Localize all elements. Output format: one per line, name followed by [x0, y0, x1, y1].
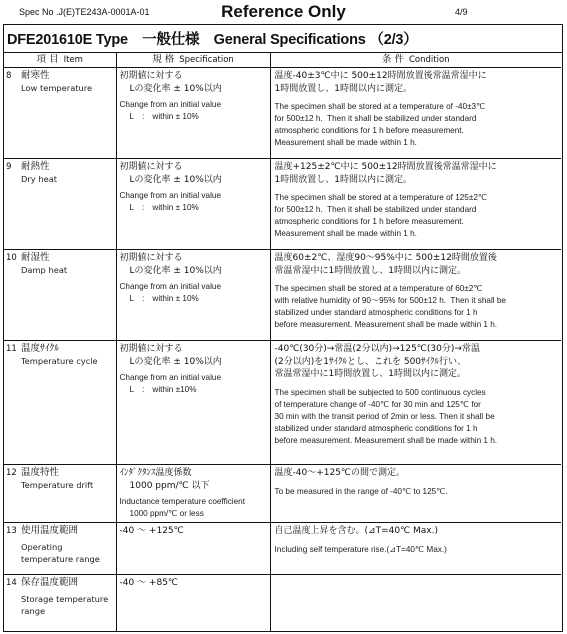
item-name-en: Damp heat [21, 265, 68, 275]
condition-line-jp: -40℃(30分)→常温(2分以内)→125℃(30分)→常温 [274, 344, 480, 354]
spec-line-en: 1000 ppm/℃ or less [129, 509, 204, 518]
table-row [4, 68, 561, 159]
table-row [4, 523, 561, 575]
table-row [4, 159, 561, 250]
spec-line-en: L : within ±10% [129, 385, 197, 394]
spec-header-jp: 規 格 [152, 54, 175, 65]
condition-line-jp: 温度60±2℃、湿度90～95%中に 500±12時間放置後 [274, 253, 497, 263]
condition-line-en: of temperature change of -40℃ for 30 min and 125℃ for [274, 399, 481, 409]
item-name-en: Temperature cycle [21, 356, 98, 366]
item-name-en: Temperature drift [21, 480, 94, 490]
condition-cell [270, 341, 561, 465]
item-cell [19, 575, 116, 633]
condition-cell [270, 159, 561, 250]
column-header-item [4, 53, 116, 68]
spec-line-jp: 初期値に対する [119, 71, 183, 81]
item-cell [19, 250, 116, 341]
condition-line-en: Measurement shall be made within 1 h. [274, 138, 417, 147]
item-cell [19, 159, 116, 250]
item-name-jp: 耐熱性 [21, 161, 50, 172]
column-header-spec [116, 53, 270, 68]
item-name-jp: 保存温度範囲 [21, 577, 79, 588]
table-row [4, 575, 561, 633]
condition-line-en: The specimen shall be subjected to 500 continuous cycles [274, 387, 486, 397]
item-name-jp: 使用温度範囲 [21, 525, 79, 536]
spec-line-en: L : within ± 10% [129, 294, 199, 303]
spec-line-en: Change from an initial value [119, 100, 222, 109]
spec-line-en: Change from an initial value [119, 191, 222, 200]
spec-table [4, 53, 561, 632]
row-number: 10 [4, 250, 19, 341]
condition-line-jp: 温度-40～+125℃の間で測定。 [274, 468, 406, 478]
specification-cell [116, 575, 270, 633]
item-name-en: Storage temperature range [21, 594, 109, 616]
specification-cell [116, 68, 270, 159]
spec-line-en: L : within ± 10% [129, 112, 199, 121]
item-name-jp: 温度ｻｲｸﾙ [21, 343, 60, 354]
spec-line-jp: Lの変化率 ± 10%以内 [129, 356, 222, 367]
condition-line-en: The specimen shall be stored at a temperature of 125±2℃ [274, 193, 488, 202]
spec-line-jp: 初期値に対する [119, 253, 183, 263]
condition-line-jp: 1時間放置し、1時間以内に測定。 [274, 174, 412, 185]
specification-cell [116, 465, 270, 523]
specification-cell [116, 523, 270, 575]
condition-line-en: before measurement. Measurement shall be made within 1 h. [274, 435, 498, 445]
condition-line-en: stabilized under standard atmospheric conditions for 1 h [274, 423, 478, 433]
spec-line-jp: 1000 ppm/℃ 以下 [129, 480, 210, 491]
row-number: 13 [4, 523, 19, 575]
column-header-condition [270, 53, 561, 68]
table-row [4, 341, 561, 465]
specification-cell [116, 250, 270, 341]
item-cell [19, 341, 116, 465]
item-header-jp: 項 目 [36, 54, 59, 65]
item-name-en: Operating temperature range [21, 542, 100, 564]
spec-line-jp: 初期値に対する [119, 162, 183, 172]
item-name-en: Dry heat [21, 174, 58, 184]
condition-line-jp: 温度-40±3℃中に 500±12時間放置後常温常湿中に [274, 71, 487, 81]
item-header-en: Item [63, 55, 83, 65]
condition-line-jp: 温度+125±2℃中に 500±12時間放置後常温常湿中に [274, 162, 497, 172]
condition-cell [270, 250, 561, 341]
spec-line-jp: ｲﾝﾀﾞｸﾀﾝｽ温度係数 [119, 468, 192, 478]
spec-line-jp: Lの変化率 ± 10%以内 [129, 265, 222, 276]
item-name-jp: 耐湿性 [21, 252, 50, 263]
table-row [4, 465, 561, 523]
row-number: 14 [4, 575, 19, 633]
condition-line-en: The specimen shall be stored at a temperature of -40±3℃ [274, 102, 486, 111]
spec-line-jp: Lの変化率 ± 10%以内 [129, 174, 222, 185]
spec-line-jp: Lの変化率 ± 10%以内 [129, 83, 222, 94]
condition-line-jp: (2分以内)を1ｻｲｸﾙとし、これを 500ｻｲｸﾙ行い、 [274, 356, 467, 367]
item-cell [19, 68, 116, 159]
condition-line-en: atmospheric conditions for 1 h before measurement. [274, 126, 464, 135]
condition-line-en: before measurement. Measurement shall be made within 1 h. [274, 320, 498, 329]
specification-cell [116, 341, 270, 465]
condition-line-en: for 500±12 h. Then it shall be stabilized under standard [274, 205, 477, 214]
row-number: 11 [4, 341, 19, 465]
specification-cell [116, 159, 270, 250]
spec-line-en: Change from an initial value [119, 282, 222, 291]
spec-number: Spec No .J(E)TE243A-0001A-01 [19, 7, 150, 17]
row-number: 9 [4, 159, 19, 250]
condition-line-jp: 自己温度上昇を含む。(⊿T=40℃ Max.) [274, 526, 439, 536]
spec-table-frame [3, 24, 563, 632]
condition-line-en: atmospheric conditions for 1 h before measurement. [274, 217, 464, 226]
condition-line-en: To be measured in the range of -40℃ to 125℃. [274, 486, 448, 496]
spec-header-en: Specification [179, 55, 234, 65]
condition-line-en: 30 min with the transit period of 2min or less. Then it shall be [274, 411, 495, 421]
cond-header-jp: 条 件 [381, 54, 404, 65]
condition-cell [270, 523, 561, 575]
page-header [0, 0, 567, 24]
condition-cell [270, 465, 561, 523]
spec-line-en: Change from an initial value [119, 373, 222, 382]
item-name-jp: 耐寒性 [21, 70, 50, 81]
condition-line-en: for 500±12 h. Then it shall be stabilized under standard [274, 114, 477, 123]
condition-cell [270, 575, 561, 633]
condition-line-en: with relative humidity of 90～95% for 500±12 h. Then it shall be [274, 296, 506, 305]
condition-line-jp: 常温常湿中に1時間放置し、1時間以内に測定。 [274, 265, 466, 276]
item-name-en: Low temperature [21, 83, 93, 93]
spec-line-en: Inductance temperature coefficient [119, 497, 245, 506]
row-number: 8 [4, 68, 19, 159]
condition-line-en: Including self temperature rise.(⊿T=40℃ Max.) [274, 544, 447, 554]
condition-line-jp: 1時間放置し、1時間以内に測定。 [274, 83, 412, 94]
item-cell [19, 465, 116, 523]
cond-header-en: Condition [408, 55, 450, 65]
column-header-row [4, 53, 561, 68]
page-number: 4/9 [455, 7, 468, 17]
reference-only-label: Reference Only [221, 2, 346, 21]
spec-line-en: L : within ± 10% [129, 203, 199, 212]
item-cell [19, 523, 116, 575]
condition-cell [270, 68, 561, 159]
condition-line-en: Measurement shall be made within 1 h. [274, 229, 417, 238]
spec-line-jp: 初期値に対する [119, 344, 183, 354]
condition-line-jp: 常温常湿中に1時間放置し、1時間以内に測定。 [274, 369, 466, 379]
condition-line-en: stabilized under standard atmospheric conditions for 1 h [274, 308, 478, 317]
condition-line-en: The specimen shall be stored at a temperature of 60±2℃ [274, 284, 483, 293]
spec-line-jp: -40 ～ +85℃ [119, 578, 179, 588]
document-title [4, 25, 562, 53]
spec-line-jp: -40 ～ +125℃ [119, 526, 184, 536]
document-title-text: DFE201610E Type 一般仕様 General Specifications （2/3） [7, 32, 418, 48]
row-number: 12 [4, 465, 19, 523]
item-name-jp: 温度特性 [21, 467, 60, 478]
table-row [4, 250, 561, 341]
